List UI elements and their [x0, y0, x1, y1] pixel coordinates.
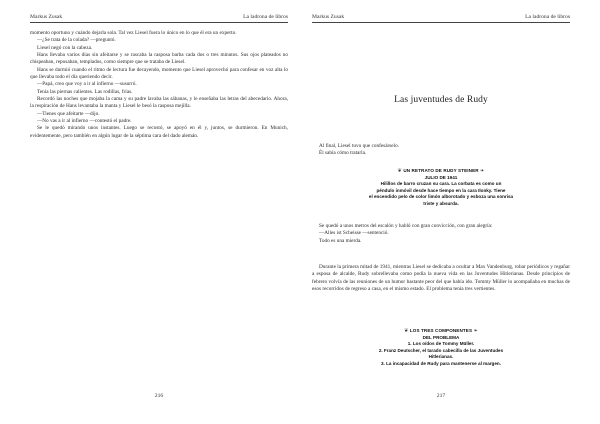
paragraph: Hans se durmió cuando el ritmo de lectura fue decayendo, momento que Liesel aprovechó para confesar en voz alta lo que llevaba todo el día queriendo decir. [30, 66, 288, 81]
chapter-title: Las juventudes de Rudy [394, 95, 488, 105]
box-line: 3. La incapacidad de Rudy para mantenerse al margen. [381, 360, 501, 366]
header-book-title: La ladrona de libros [525, 14, 570, 20]
paragraph: Al final, Liesel tuvo que confesárselo. [319, 143, 400, 149]
ornament-icon: ❧ [480, 168, 485, 174]
paragraph: —No vas a ir al infierno —contestó el padre. [37, 118, 132, 125]
ornament-icon: ❦ [404, 328, 409, 334]
paragraph: Todo es una mierda. [319, 237, 362, 244]
box-line: 1. Los oídos de Tommy Müller. [407, 341, 475, 347]
paragraph: —Papá, creo que voy a ir al infierno —susurró. [37, 81, 137, 88]
header-author: Markus Zusak [312, 14, 345, 20]
box-heading [312, 168, 570, 175]
long-paragraph-block [312, 264, 570, 293]
paragraph: Durante la primera mitad de 1941, mientras Liesel se dedicaba a ocultar a Max Vandenburg, robar periódicos y regañar a esposa de alcalde, Rudy sobrellevaba como podía la nueva vida en las Juventudes Hitlerianas. Desde principios de febrero volvía de las reuniones de un humor bastante peor del que había ido. Tommy Müller lo acompañaba en muchas de esos recorridos de regreso a casa, en el mismo estado. El problema tenía tres vertientes. [312, 264, 570, 293]
paragraph: Se quedó a unos metros del escalón y habló con gran convicción, con gran alegría: [319, 223, 493, 229]
page-number: 217 [436, 393, 446, 399]
intro-text [312, 143, 570, 158]
header-author: Markus Zusak [30, 14, 63, 20]
paragraph: momento oportuno y cuándo dejarla sola. Tal vez Liesel fuera lo único en lo que él era un experto. [30, 30, 237, 36]
paragraph: —Tienes que afeitarte —dijo. [37, 110, 100, 117]
right-running-head [312, 14, 570, 23]
paragraph: Él sabía cómo tratarla. [319, 150, 367, 157]
box-heading-text: UN RETRATO DE RUDY STEINER [403, 168, 479, 173]
box-line: triste y absurda. [423, 200, 459, 206]
paragraph: Liesel negó con la cabeza. [37, 44, 93, 51]
box-line: péndulo inmóvil desde hace tiempo en la cara Ilonky. Tiene [376, 187, 506, 193]
box-line: Hitlerianas. [428, 354, 454, 360]
paragraph: Recordó las noches que mojaba la cama y su padre lavaba las sábanas, y le enseñaba las letras del abecedario. Ahora, la respiración de Hans levantaba la manta y Liesel le besó la rasposa mejilla. [30, 96, 288, 110]
right-page [312, 0, 570, 424]
box-line: el encendido pelo de color limón alborotado y esboza una sonrisa [368, 194, 514, 200]
paragraph: Se le quedó mirando unos instantes. Luego se recostó, se apoyó en él y, juntos, se durmieron. En Munich, evidentemente, pero también en algún lugar de la séptima cara del dado alemán. [30, 125, 288, 139]
box-subheading: JULIO DE 1941 [424, 174, 458, 180]
box-line: Hilillos de barro cruzan su cara. La corbata es como un [380, 181, 502, 187]
left-running-head [30, 14, 288, 23]
box-line: 2. Franz Deutscher, el tarado cabecilla de las Juventudes [378, 347, 504, 353]
box-heading [312, 328, 570, 335]
page-number: 216 [154, 393, 164, 399]
paragraph: —Alles ist Scheisse —sentenció. [319, 230, 389, 237]
paragraph: Tenía las piernas calientes. Las rodillas, frías. [37, 88, 133, 95]
ornament-icon: ❦ [397, 168, 402, 174]
paragraph: Hans llevaba varios días sin afeitarse y se rascaba la rasposa barba cada dos o tres minutos. Sus ojos plateados no chispeaban, reposaban, templados, como siempre que se trataba de Liesel. [30, 52, 288, 66]
left-page [30, 0, 288, 424]
middle-text [312, 223, 570, 245]
portrait-box [312, 168, 570, 208]
box-subheading: DEL PROBLEMA [422, 334, 460, 340]
problem-box [312, 328, 570, 368]
box-heading-text: LOS TRES COMPONENTES [409, 328, 473, 333]
left-body-text [30, 30, 288, 140]
header-book-title: La ladrona de libros [243, 14, 288, 20]
paragraph: —¿Se trata de la colada? —preguntó. [37, 37, 116, 44]
ornament-icon: ❧ [473, 328, 478, 334]
